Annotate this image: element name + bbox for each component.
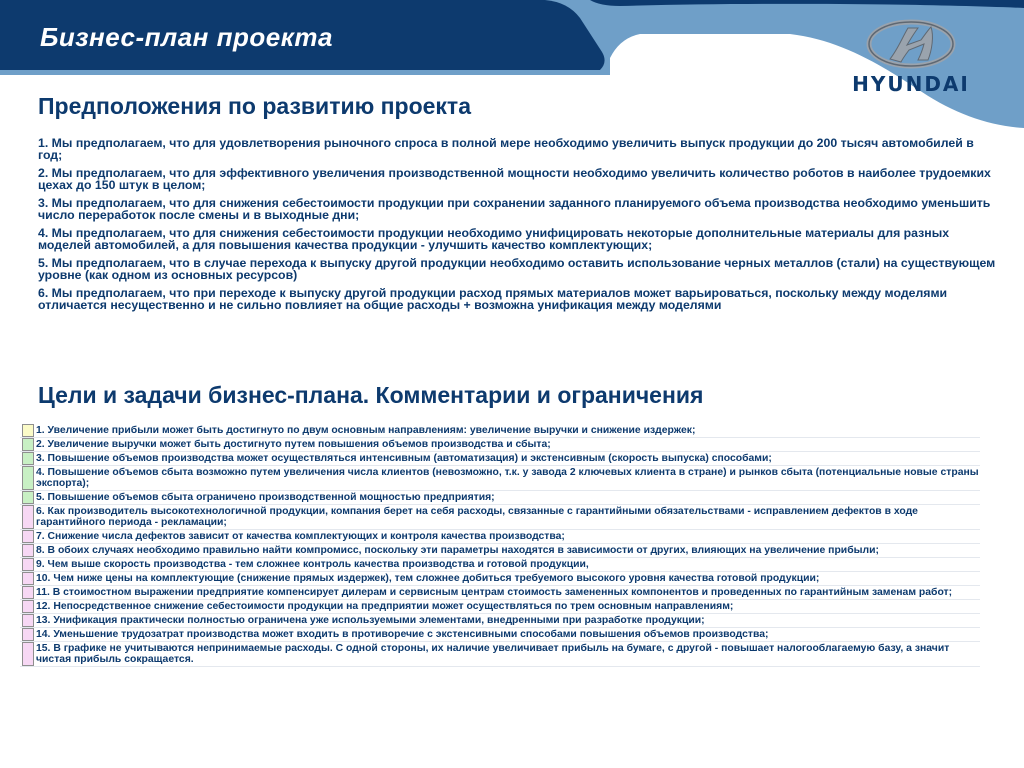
goal-color-marker [22, 628, 34, 641]
assumptions-list [38, 137, 1000, 317]
logo-wordmark: HYUNDAI [852, 72, 970, 96]
assumption-item: 4. Мы предполагаем, что для снижения себестоимости продукции необходимо унифицировать некоторые дополнительные материалы для разных моделей автомобилей, а для повышения качества продукции - улучшить качество комплектующих; [38, 226, 950, 252]
goal-item-text: 5. Повышение объемов сбыта ограничено производственной мощностью предприятия; [36, 492, 495, 503]
goal-item [20, 572, 980, 586]
hyundai-logo [846, 14, 976, 98]
goal-item [20, 642, 980, 667]
goal-item [20, 600, 980, 614]
assumption-item: 3. Мы предполагаем, что для снижения себестоимости продукции при сохранении заданного планируемого объема производства необходимо уменьшить число переработок после смены и в выходные дни; [38, 196, 991, 222]
goal-item-text: 15. В графике не учитываются непринимаемые расходы. С одной стороны, их наличие увеличивает прибыль на бумаге, с другой - повышает налогооблагаемую базу, а значит чистая прибыль сокращается. [36, 643, 950, 665]
goal-item [20, 586, 980, 600]
goal-item [20, 452, 980, 466]
goal-item [20, 558, 980, 572]
goal-item-text: 6. Как производитель высокотехнологичной продукции, компания берет на себя расходы, связанные с гарантийными обязательствами - исправлением дефектов в ходе гарантийного периода - рекламации; [36, 506, 918, 528]
goal-item-text: 3. Повышение объемов производства может осуществляться интенсивным (автоматизация) и экстенсивным (скорость выпуска) способами; [36, 453, 772, 464]
goal-item-text: 11. В стоимостном выражении предприятие компенсирует дилерам и сервисным центрам стоимость замененных компонентов и проведенных по гарантийным заменам работ; [36, 587, 953, 598]
goal-color-marker [22, 572, 34, 585]
goal-color-marker [22, 466, 34, 490]
assumption-item: 2. Мы предполагаем, что для эффективного увеличения производственной мощности необходимо увеличить количество роботов в наиболее трудоемких цехах до 150 штук в целом; [38, 166, 991, 192]
goal-color-marker [22, 558, 34, 571]
goal-item-text: 2. Увеличение выручки может быть достигнуто путем повышения объемов производства и сбыта; [36, 439, 551, 450]
assumptions-heading: Предположения по развитию проекта [38, 93, 471, 119]
goal-item [20, 466, 980, 491]
goal-item [20, 544, 980, 558]
goal-color-marker [22, 491, 34, 504]
goal-color-marker [22, 642, 34, 666]
goal-item [20, 438, 980, 452]
assumption-item: 6. Мы предполагаем, что при переходе к выпуску другой продукции расход прямых материалов может варьироваться, поскольку между моделями отличается несущественно и не сильно повлияет на общие расходы + возможна унификация между моделями [38, 286, 948, 312]
goal-item [20, 505, 980, 530]
goal-item-text: 10. Чем ниже цены на комплектующие (снижение прямых издержек), тем сложнее добиться требуемого высокого уровня качества готовой продукции; [36, 573, 820, 584]
goal-item [20, 491, 980, 505]
goal-color-marker [22, 438, 34, 451]
goal-item [20, 530, 980, 544]
goal-color-marker [22, 544, 34, 557]
goal-item [20, 628, 980, 642]
assumption-item: 5. Мы предполагаем, что в случае перехода к выпуску другой продукции необходимо оставить использование черных металлов (стали) на существующем уровне (как одном из основных ресурсов) [38, 256, 996, 282]
goal-item-text: 14. Уменьшение трудозатрат производства может входить в противоречие с экстенсивными способами повышения объемов производства; [36, 629, 769, 640]
goal-item-text: 7. Снижение числа дефектов зависит от качества комплектующих и контроля качества производства; [36, 531, 565, 542]
hyundai-emblem-icon [846, 14, 976, 74]
goal-color-marker [22, 586, 34, 599]
goal-item-text: 1. Увеличение прибыли может быть достигнуто по двум основным направлениям: увеличение выручки и снижение издержек; [36, 425, 696, 436]
goal-color-marker [22, 424, 34, 437]
goal-item [20, 424, 980, 438]
goal-item-text: 4. Повышение объемов сбыта возможно путем увеличения числа клиентов (невозможно, т.к. у завода 2 ключевых клиента в стране) и рынков сбыта (потенциальные новые страны экспорта); [36, 467, 979, 489]
slide-title: Бизнес-план проекта [40, 22, 333, 52]
goal-color-marker [22, 614, 34, 627]
goal-item-text: 9. Чем выше скорость производства - тем сложнее контроль качества производства и готовой продукции, [36, 559, 589, 570]
goals-list [20, 424, 980, 667]
goals-heading: Цели и задачи бизнес-плана. Комментарии и ограничения [38, 382, 704, 408]
goal-color-marker [22, 505, 34, 529]
goal-color-marker [22, 452, 34, 465]
assumption-item: 1. Мы предполагаем, что для удовлетворения рыночного спроса в полной мере необходимо увеличить выпуск продукции до 200 тысяч автомобилей в год; [38, 136, 974, 162]
goal-color-marker [22, 600, 34, 613]
goal-color-marker [22, 530, 34, 543]
goal-item-text: 12. Непосредственное снижение себестоимости продукции на предприятии может осуществляться по трем основным направлениям; [36, 601, 734, 612]
goal-item-text: 8. В обоих случаях необходимо правильно найти компромисс, поскольку эти параметры находятся в зависимости от других, влияющих на увеличение прибыли; [36, 545, 879, 556]
goal-item-text: 13. Унификация практически полностью ограничена уже используемыми элементами, внедренными при разработке продукции; [36, 615, 705, 626]
goal-item [20, 614, 980, 628]
